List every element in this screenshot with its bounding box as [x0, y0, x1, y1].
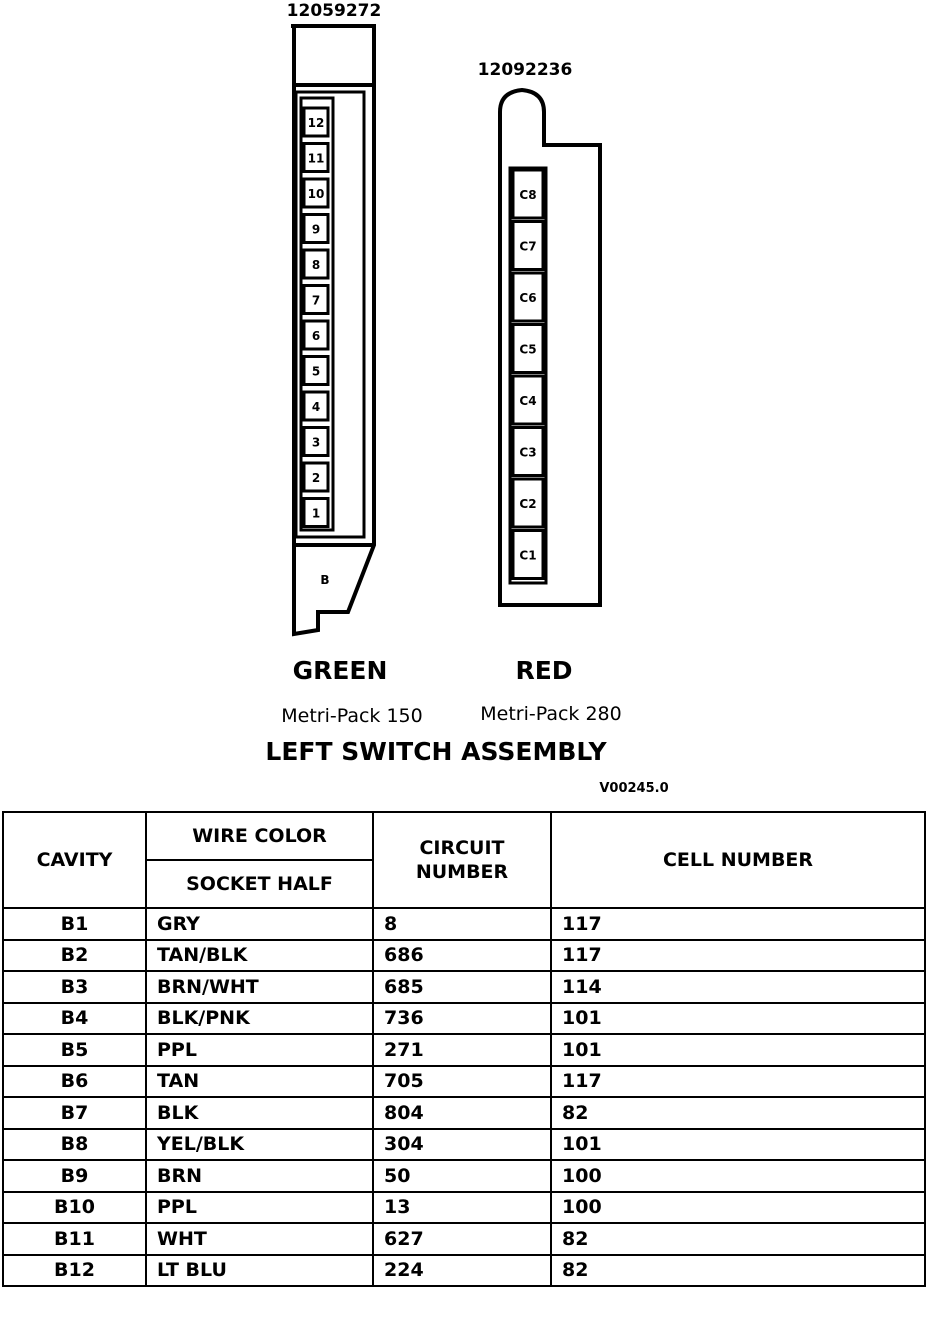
cavity-cell: B1	[3, 908, 146, 940]
circuit-number-cell: 50	[373, 1160, 551, 1192]
table-row	[3, 1160, 925, 1192]
pin-label: 12	[307, 116, 325, 130]
cavity-cell: B11	[3, 1223, 146, 1255]
pin-label: 9	[311, 222, 321, 237]
pin-label: 6	[311, 329, 321, 343]
pin-label: C5	[519, 342, 537, 357]
cavity-cell: B8	[3, 1129, 146, 1161]
circuit-number-cell: 686	[373, 940, 551, 972]
cell-number-cell: 82	[551, 1097, 925, 1129]
circuit-number-cell: 705	[373, 1066, 551, 1098]
cavity-table	[2, 811, 926, 1287]
cavity-cell: B7	[3, 1097, 146, 1129]
green-color-label: GREEN	[292, 656, 388, 685]
wire-color-cell: BRN	[146, 1160, 373, 1192]
circuit-number-cell: 685	[373, 971, 551, 1003]
green-key-label: B	[320, 573, 330, 587]
cavity-cell: B3	[3, 971, 146, 1003]
header-cell-number: CELL NUMBER	[551, 812, 925, 908]
table-row	[3, 1034, 925, 1066]
red-pin-column	[513, 170, 543, 579]
pin-label: C1	[519, 548, 537, 563]
table-row	[3, 1066, 925, 1098]
table-row	[3, 1097, 925, 1129]
wire-color-cell: PPL	[146, 1034, 373, 1066]
pin-label: C2	[519, 497, 537, 511]
pin-label: 5	[311, 364, 321, 379]
table-row	[3, 1003, 925, 1035]
cavity-cell: B10	[3, 1192, 146, 1224]
table-row	[3, 971, 925, 1003]
cavity-cell: B12	[3, 1255, 146, 1287]
wire-color-cell: WHT	[146, 1223, 373, 1255]
red-part-number: 12092236	[477, 60, 573, 80]
green-pack-label: Metri-Pack 150	[281, 705, 423, 727]
table-row	[3, 940, 925, 972]
cell-number-cell: 101	[551, 1034, 925, 1066]
header-wire-color: WIRE COLOR	[146, 812, 373, 860]
wire-color-cell: YEL/BLK	[146, 1129, 373, 1161]
cell-number-cell: 114	[551, 971, 925, 1003]
red-color-label: RED	[515, 656, 573, 685]
cell-number-cell: 82	[551, 1255, 925, 1287]
cavity-cell: B9	[3, 1160, 146, 1192]
pin-label: C7	[519, 239, 537, 254]
pin-label: C4	[519, 394, 537, 408]
pin-label: C6	[519, 291, 537, 305]
pin-label: 4	[311, 400, 321, 414]
cell-number-cell: 101	[551, 1003, 925, 1035]
cell-number-cell: 117	[551, 1066, 925, 1098]
pin-label: 11	[307, 151, 325, 166]
pin-label: 8	[311, 258, 321, 272]
cell-number-cell: 100	[551, 1160, 925, 1192]
cell-number-cell: 117	[551, 940, 925, 972]
circuit-number-cell: 13	[373, 1192, 551, 1224]
green-pin-column	[304, 108, 328, 527]
pin-label: C3	[519, 445, 537, 460]
cell-number-cell: 100	[551, 1192, 925, 1224]
pin-label: 10	[307, 187, 325, 201]
table-row	[3, 1255, 925, 1287]
table-row	[3, 1192, 925, 1224]
cavity-table-body	[3, 908, 925, 1286]
header-socket-half: SOCKET HALF	[146, 860, 373, 908]
wire-color-cell: TAN	[146, 1066, 373, 1098]
pin-label: C8	[519, 188, 537, 202]
table-row	[3, 1223, 925, 1255]
cavity-cell: B5	[3, 1034, 146, 1066]
table-row	[3, 1129, 925, 1161]
cavity-cell: B6	[3, 1066, 146, 1098]
circuit-number-cell: 304	[373, 1129, 551, 1161]
wire-color-cell: BRN/WHT	[146, 971, 373, 1003]
wire-color-cell: PPL	[146, 1192, 373, 1224]
circuit-number-cell: 224	[373, 1255, 551, 1287]
wire-color-cell: BLK/PNK	[146, 1003, 373, 1035]
reference-code: V00245.0	[599, 781, 669, 796]
cell-number-cell: 117	[551, 908, 925, 940]
assembly-title: LEFT SWITCH ASSEMBLY	[265, 737, 607, 766]
wire-color-cell: BLK	[146, 1097, 373, 1129]
table-row	[3, 908, 925, 940]
pin-label: 3	[311, 435, 321, 450]
cell-number-cell: 82	[551, 1223, 925, 1255]
pin-label: 2	[311, 471, 321, 485]
circuit-number-cell: 627	[373, 1223, 551, 1255]
circuit-number-cell: 804	[373, 1097, 551, 1129]
wire-color-cell: TAN/BLK	[146, 940, 373, 972]
header-cavity: CAVITY	[3, 812, 146, 908]
wire-color-cell: GRY	[146, 908, 373, 940]
header-circuit-number: CIRCUIT NUMBER	[373, 812, 551, 908]
circuit-number-cell: 736	[373, 1003, 551, 1035]
wire-color-cell: LT BLU	[146, 1255, 373, 1287]
green-part-number: 12059272	[286, 1, 382, 21]
cavity-cell: B4	[3, 1003, 146, 1035]
pin-label: 7	[311, 293, 321, 308]
circuit-number-cell: 271	[373, 1034, 551, 1066]
circuit-number-cell: 8	[373, 908, 551, 940]
pin-label: 1	[311, 506, 321, 521]
red-pack-label: Metri-Pack 280	[480, 703, 622, 725]
cell-number-cell: 101	[551, 1129, 925, 1161]
cavity-cell: B2	[3, 940, 146, 972]
